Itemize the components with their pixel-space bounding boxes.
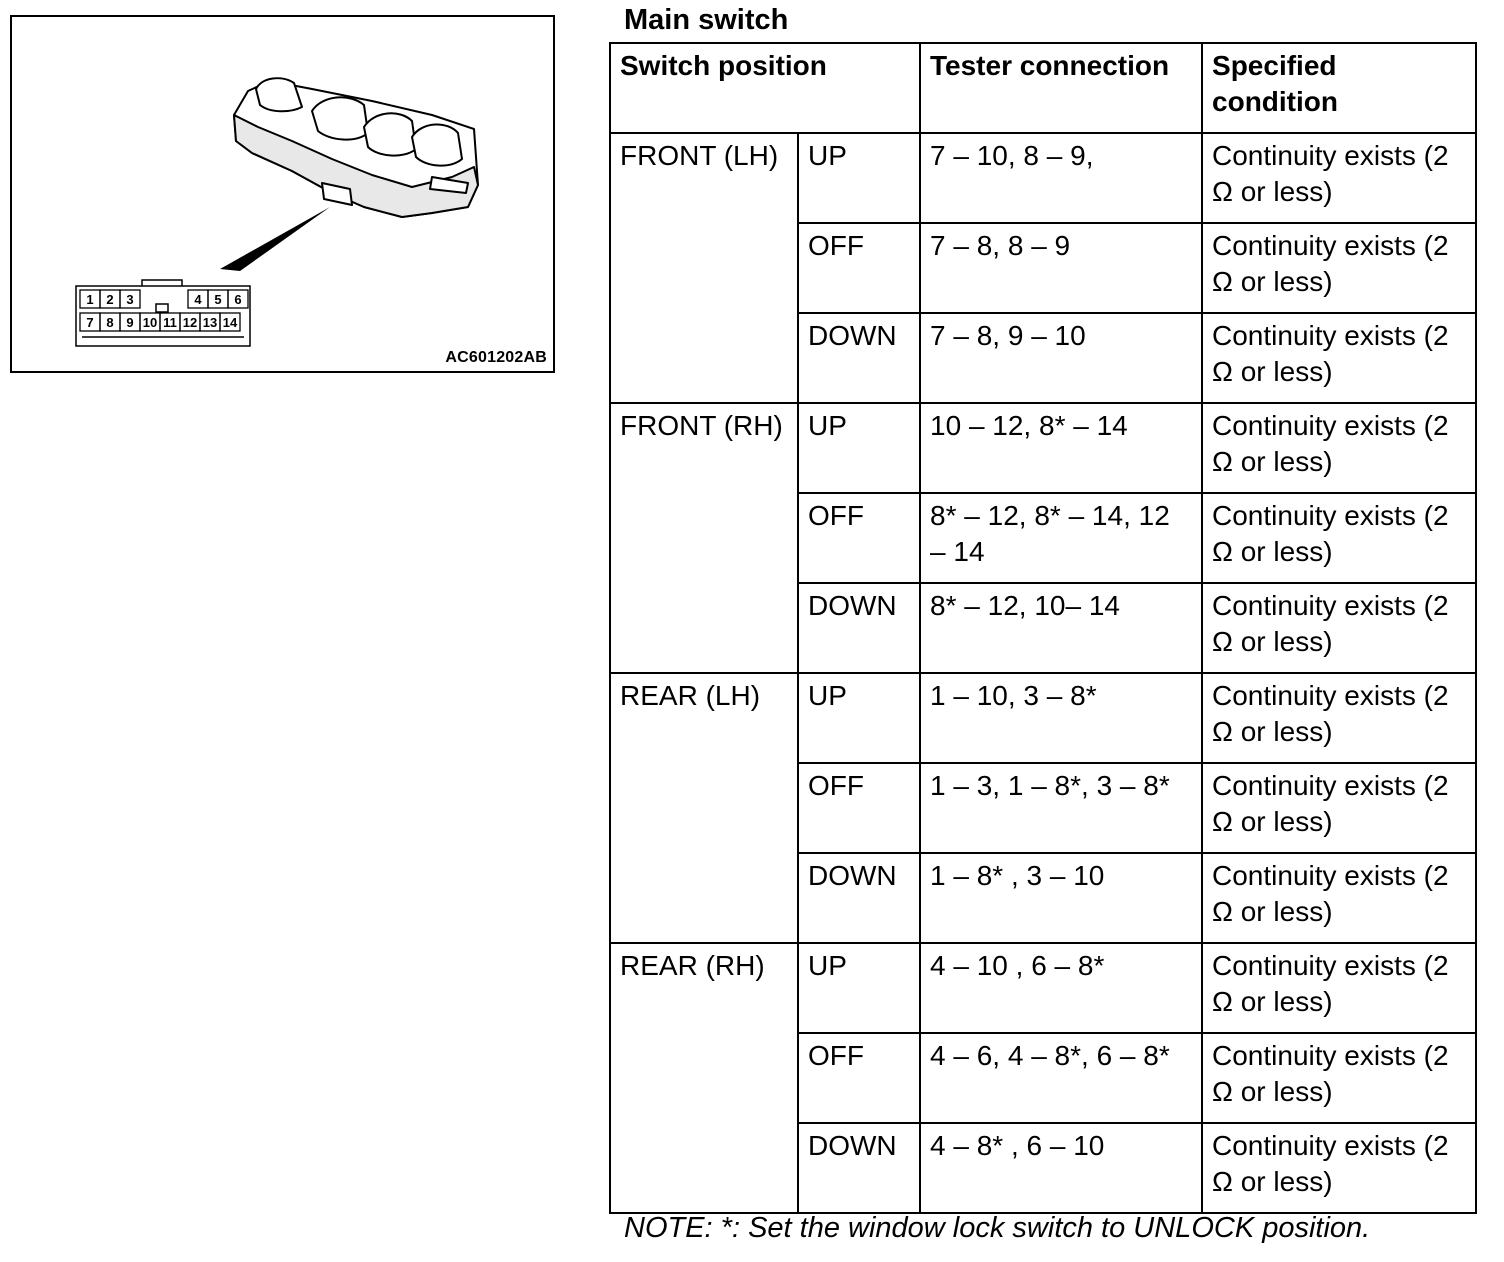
connector-pin-label: 12 xyxy=(182,315,198,330)
table-header-row xyxy=(610,43,1476,133)
connection-cell: 7 – 10, 8 – 9, xyxy=(920,133,1202,223)
connector-pin-label: 6 xyxy=(234,292,242,307)
condition-cell: Continuity exists (2 Ω or less) xyxy=(1202,223,1476,313)
condition-cell: Continuity exists (2 Ω or less) xyxy=(1202,583,1476,673)
position-cell: DOWN xyxy=(798,583,920,673)
condition-cell: Continuity exists (2 Ω or less) xyxy=(1202,403,1476,493)
connection-cell: 1 – 3, 1 – 8*, 3 – 8* xyxy=(920,763,1202,853)
connector-pin-label: 1 xyxy=(86,292,94,307)
connection-cell: 4 – 6, 4 – 8*, 6 – 8* xyxy=(920,1033,1202,1123)
connector-pin-label: 3 xyxy=(126,292,134,307)
connector-pin-label: 7 xyxy=(86,315,94,330)
group-name: REAR (LH) xyxy=(610,673,798,943)
position-cell: OFF xyxy=(798,1033,920,1123)
position-cell: UP xyxy=(798,673,920,763)
position-cell: UP xyxy=(798,133,920,223)
condition-cell: Continuity exists (2 Ω or less) xyxy=(1202,943,1476,1033)
condition-cell: Continuity exists (2 Ω or less) xyxy=(1202,133,1476,223)
position-cell: UP xyxy=(798,403,920,493)
position-cell: OFF xyxy=(798,763,920,853)
position-cell: UP xyxy=(798,943,920,1033)
condition-cell: Continuity exists (2 Ω or less) xyxy=(1202,673,1476,763)
connector-pin-label: 10 xyxy=(142,315,158,330)
switch-illustration-figure xyxy=(10,15,555,373)
header-switch-position: Switch position xyxy=(610,43,920,133)
connection-cell: 1 – 10, 3 – 8* xyxy=(920,673,1202,763)
table-title: Main switch xyxy=(624,4,789,36)
connection-cell: 8* – 12, 10– 14 xyxy=(920,583,1202,673)
connection-cell: 10 – 12, 8* – 14 xyxy=(920,403,1202,493)
condition-cell: Continuity exists (2 Ω or less) xyxy=(1202,763,1476,853)
condition-cell: Continuity exists (2 Ω or less) xyxy=(1202,493,1476,583)
connector-pin-label: 9 xyxy=(126,315,134,330)
main-switch-table xyxy=(609,42,1477,1214)
connector-pin-label: 5 xyxy=(214,292,222,307)
connector-pin-label: 13 xyxy=(202,315,218,330)
group-name: FRONT (LH) xyxy=(610,133,798,403)
connector-pin-label: 14 xyxy=(222,315,238,330)
condition-cell: Continuity exists (2 Ω or less) xyxy=(1202,313,1476,403)
connector-pin-label: 8 xyxy=(106,315,114,330)
connector-pin-label: 4 xyxy=(194,292,202,307)
group-name: FRONT (RH) xyxy=(610,403,798,673)
connection-cell: 8* – 12, 8* – 14, 12 – 14 xyxy=(920,493,1202,583)
table-row xyxy=(610,673,1476,763)
connection-cell: 4 – 10 , 6 – 8* xyxy=(920,943,1202,1033)
connection-cell: 1 – 8* , 3 – 10 xyxy=(920,853,1202,943)
position-cell: DOWN xyxy=(798,1123,920,1213)
table-row xyxy=(610,403,1476,493)
connector-pin-label: 2 xyxy=(106,292,114,307)
condition-cell: Continuity exists (2 Ω or less) xyxy=(1202,1033,1476,1123)
connector-pin-label: 11 xyxy=(163,315,177,330)
window-switch-drawing xyxy=(12,17,553,371)
position-cell: OFF xyxy=(798,223,920,313)
table-row xyxy=(610,133,1476,223)
condition-cell: Continuity exists (2 Ω or less) xyxy=(1202,1123,1476,1213)
connection-cell: 7 – 8, 9 – 10 xyxy=(920,313,1202,403)
position-cell: DOWN xyxy=(798,853,920,943)
connection-cell: 7 – 8, 8 – 9 xyxy=(920,223,1202,313)
connection-cell: 4 – 8* , 6 – 10 xyxy=(920,1123,1202,1213)
figure-code: AC601202AB xyxy=(445,349,547,366)
condition-cell: Continuity exists (2 Ω or less) xyxy=(1202,853,1476,943)
table-note: NOTE: *: Set the window lock switch to UNLOCK position. xyxy=(624,1212,1371,1244)
position-cell: OFF xyxy=(798,493,920,583)
header-tester-connection: Tester connection xyxy=(920,43,1202,133)
group-name: REAR (RH) xyxy=(610,943,798,1213)
header-specified-condition: Specified condition xyxy=(1202,43,1476,133)
table-row xyxy=(610,943,1476,1033)
position-cell: DOWN xyxy=(798,313,920,403)
